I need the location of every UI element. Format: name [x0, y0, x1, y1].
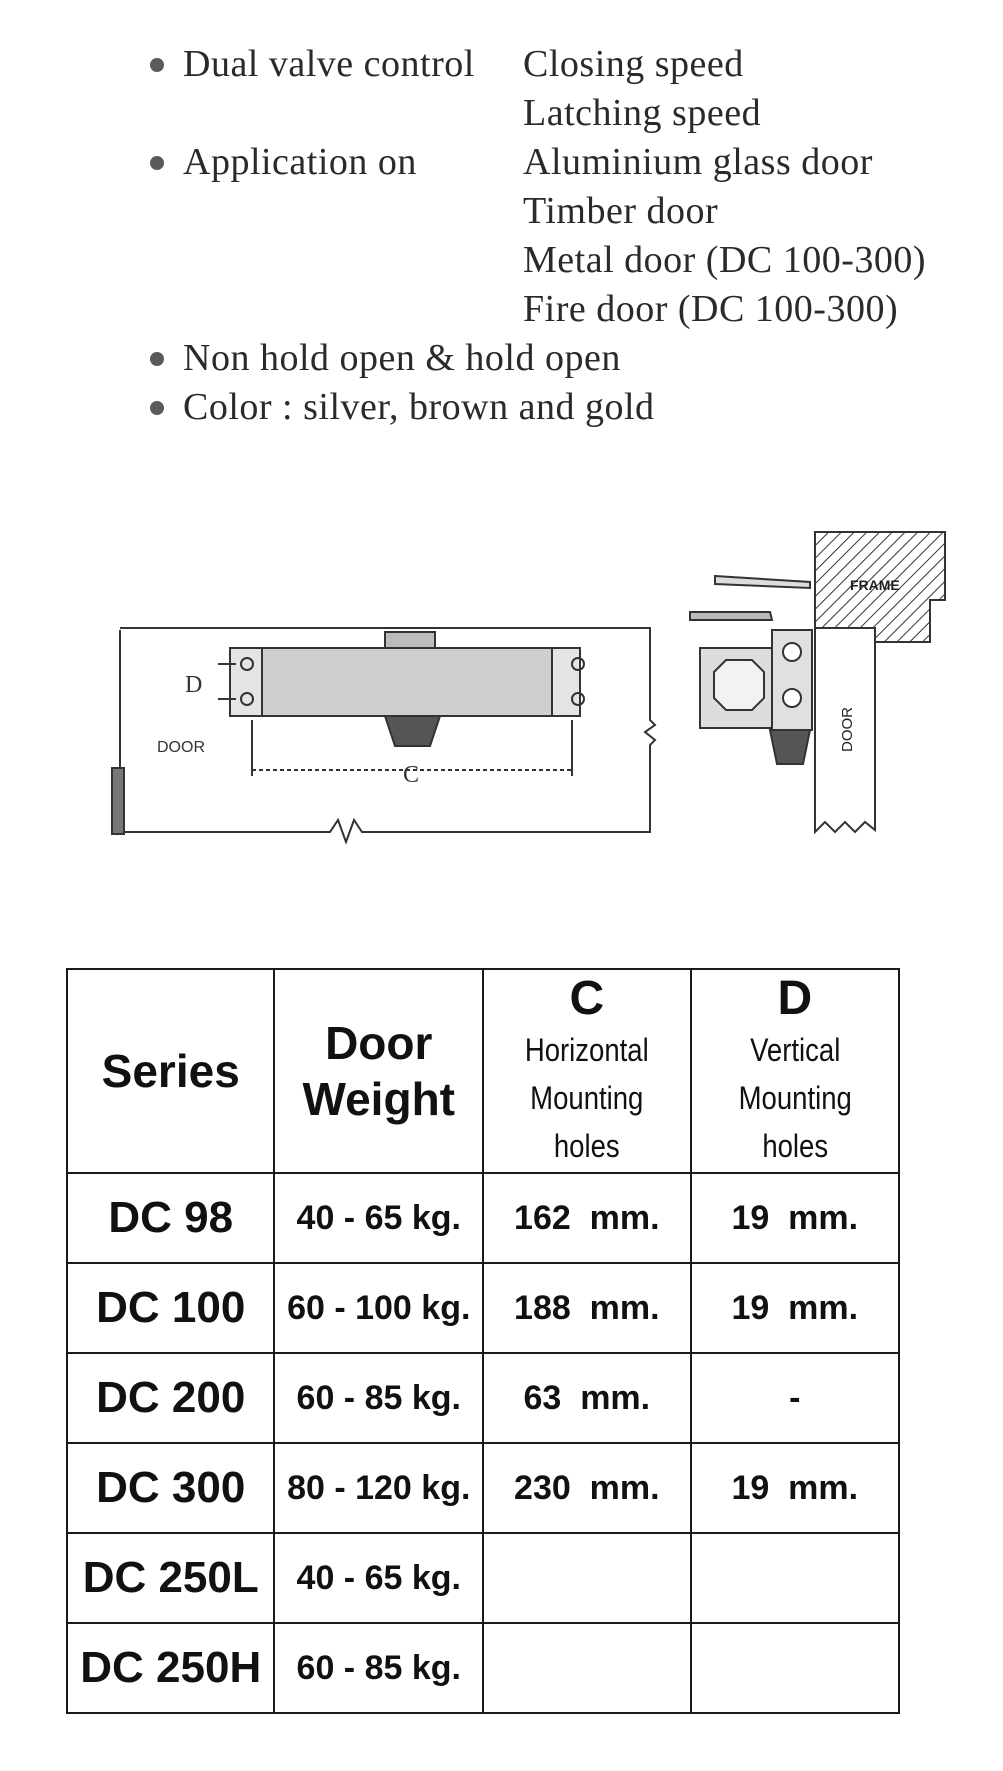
table-row	[67, 1353, 899, 1443]
bullet-icon	[150, 156, 164, 170]
header-d-letter: D	[777, 972, 813, 1025]
feature-value: Latching speed	[523, 92, 762, 134]
d-cell: 19 mm.	[691, 1263, 899, 1353]
series-cell: DC 250L	[67, 1533, 274, 1623]
header-door-label: Door	[325, 1017, 433, 1069]
header-weight-label: Weight	[302, 1073, 455, 1125]
series-cell: DC 98	[67, 1173, 274, 1263]
header-c-letter: C	[569, 972, 605, 1025]
series-cell: DC 200	[67, 1353, 274, 1443]
table-row	[67, 1623, 899, 1713]
front-view	[112, 628, 655, 842]
spec-table	[66, 968, 900, 1714]
weight-cell: 60 - 85 kg.	[274, 1623, 483, 1713]
header-d	[691, 969, 899, 1173]
feature-label: Non hold open & hold open	[183, 337, 621, 379]
series-cell: DC 300	[67, 1443, 274, 1533]
d-cell: 19 mm.	[691, 1443, 899, 1533]
door-closer-diagram	[0, 520, 1003, 850]
feature-label: Dual valve control	[183, 43, 475, 85]
bullet-icon	[150, 352, 164, 366]
header-c	[483, 969, 691, 1173]
dimension-c-label: C	[403, 762, 420, 788]
header-d-line1: Vertical	[749, 1032, 840, 1068]
feature-value: Aluminium glass door	[523, 141, 873, 183]
table-row	[67, 1173, 899, 1263]
weight-cell: 60 - 85 kg.	[274, 1353, 483, 1443]
d-cell	[691, 1623, 899, 1713]
bullet-icon	[150, 58, 164, 72]
feature-label: Application on	[183, 141, 417, 183]
c-cell: 162 mm.	[483, 1173, 691, 1263]
d-cell	[691, 1533, 899, 1623]
feature-value: Closing speed	[523, 43, 744, 85]
weight-cell: 40 - 65 kg.	[274, 1533, 483, 1623]
header-door-weight	[274, 969, 483, 1173]
side-view	[690, 532, 945, 832]
table-row	[67, 1533, 899, 1623]
table-row	[67, 1263, 899, 1353]
side-frame-label: FRAME	[850, 577, 900, 593]
header-d-line2: Mounting holes	[738, 1080, 852, 1164]
c-cell	[483, 1623, 691, 1713]
series-cell: DC 100	[67, 1263, 274, 1353]
d-cell: -	[691, 1353, 899, 1443]
header-series	[67, 969, 274, 1173]
c-cell: 230 mm.	[483, 1443, 691, 1533]
feature-value: Timber door	[523, 190, 719, 232]
header-c-line1: Horizontal	[524, 1032, 649, 1068]
c-cell	[483, 1533, 691, 1623]
side-door-label: DOOR	[839, 707, 856, 752]
feature-value: Metal door (DC 100-300)	[523, 239, 927, 281]
table-header-row	[67, 969, 899, 1173]
weight-cell: 60 - 100 kg.	[274, 1263, 483, 1353]
d-cell: 19 mm.	[691, 1173, 899, 1263]
table-row	[67, 1443, 899, 1533]
bullet-icon	[150, 401, 164, 415]
header-c-line2: Mounting holes	[530, 1080, 644, 1164]
header-series-label: Series	[101, 1045, 240, 1097]
c-cell: 188 mm.	[483, 1263, 691, 1353]
c-cell: 63 mm.	[483, 1353, 691, 1443]
feature-label: Color : silver, brown and gold	[183, 386, 655, 428]
series-cell: DC 250H	[67, 1623, 274, 1713]
feature-value: Fire door (DC 100-300)	[523, 288, 899, 330]
front-door-label: DOOR	[157, 739, 205, 756]
weight-cell: 80 - 120 kg.	[274, 1443, 483, 1533]
weight-cell: 40 - 65 kg.	[274, 1173, 483, 1263]
dimension-d-label: D	[185, 672, 203, 698]
